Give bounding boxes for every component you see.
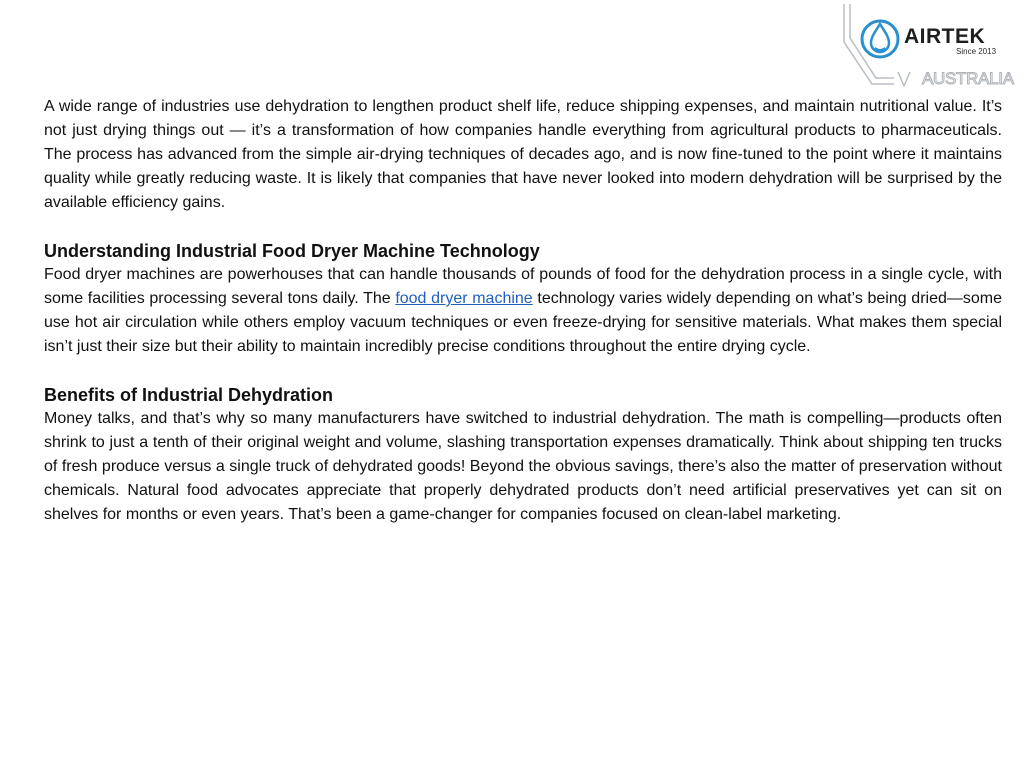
section-heading-technology: Understanding Industrial Food Dryer Machine Technology [44, 241, 540, 261]
technology-text-after: technology varies widely depending on what’s being dried—some use hot air circulation while others employ vacuum techniques or even freeze-drying for sensitive materials. What makes them special isn’t just their size but their ability to maintain incredibly precise conditions throughout the entire drying cycle. [44, 290, 1003, 355]
food-dryer-machine-link[interactable]: food dryer machine [395, 290, 533, 307]
intro-paragraph: A wide range of industries use dehydration to lengthen product shelf life, reduce shipping expenses, and maintain nutritional value. It’s not just drying things out — it’s a transformation of how companies handle everything from agricultural products to pharmaceuticals. The process has advanced from the simple air-drying techniques of decades ago, and is now fine-tuned to the point where it maintains quality while greatly reducing waste. It is likely that companies that have never looked into modern dehydration will be surprised by the available efficiency gains. [44, 98, 1002, 211]
benefits-paragraph: Money talks, and that’s why so many manufacturers have switched to industrial dehydration. The math is compelling—products often shrink to just a tenth of their original weight and volume, slashing transportation expenses dramatically. Think about shipping ten trucks of fresh produce versus a single truck of dehydrated goods! Beyond the obvious savings, there’s also the matter of preservation without chemicals. Natural food advocates appreciate that properly dehydrated products don’t need artificial preservatives yet can sit on shelves for months or even years. That’s been a game-changer for companies focused on clean-label marketing. [44, 410, 1002, 523]
logo-since-text: Since 2013 [956, 47, 997, 56]
section-heading-benefits: Benefits of Industrial Dehydration [44, 385, 334, 405]
technology-text-before: Food dryer machines are powerhouses that can handle thousands of pounds of food for the dehydration process in a single cycle, with some facilities processing several tons daily. The [44, 266, 1002, 307]
logo-country-text: AUSTRALIA [922, 69, 1014, 88]
article-body [44, 95, 1002, 527]
spacer [44, 215, 1002, 239]
logo-brand-text: AIRTEK [904, 25, 986, 48]
technology-paragraph [44, 263, 1002, 359]
airtek-logo [842, 2, 1024, 92]
spacer [44, 359, 1002, 383]
